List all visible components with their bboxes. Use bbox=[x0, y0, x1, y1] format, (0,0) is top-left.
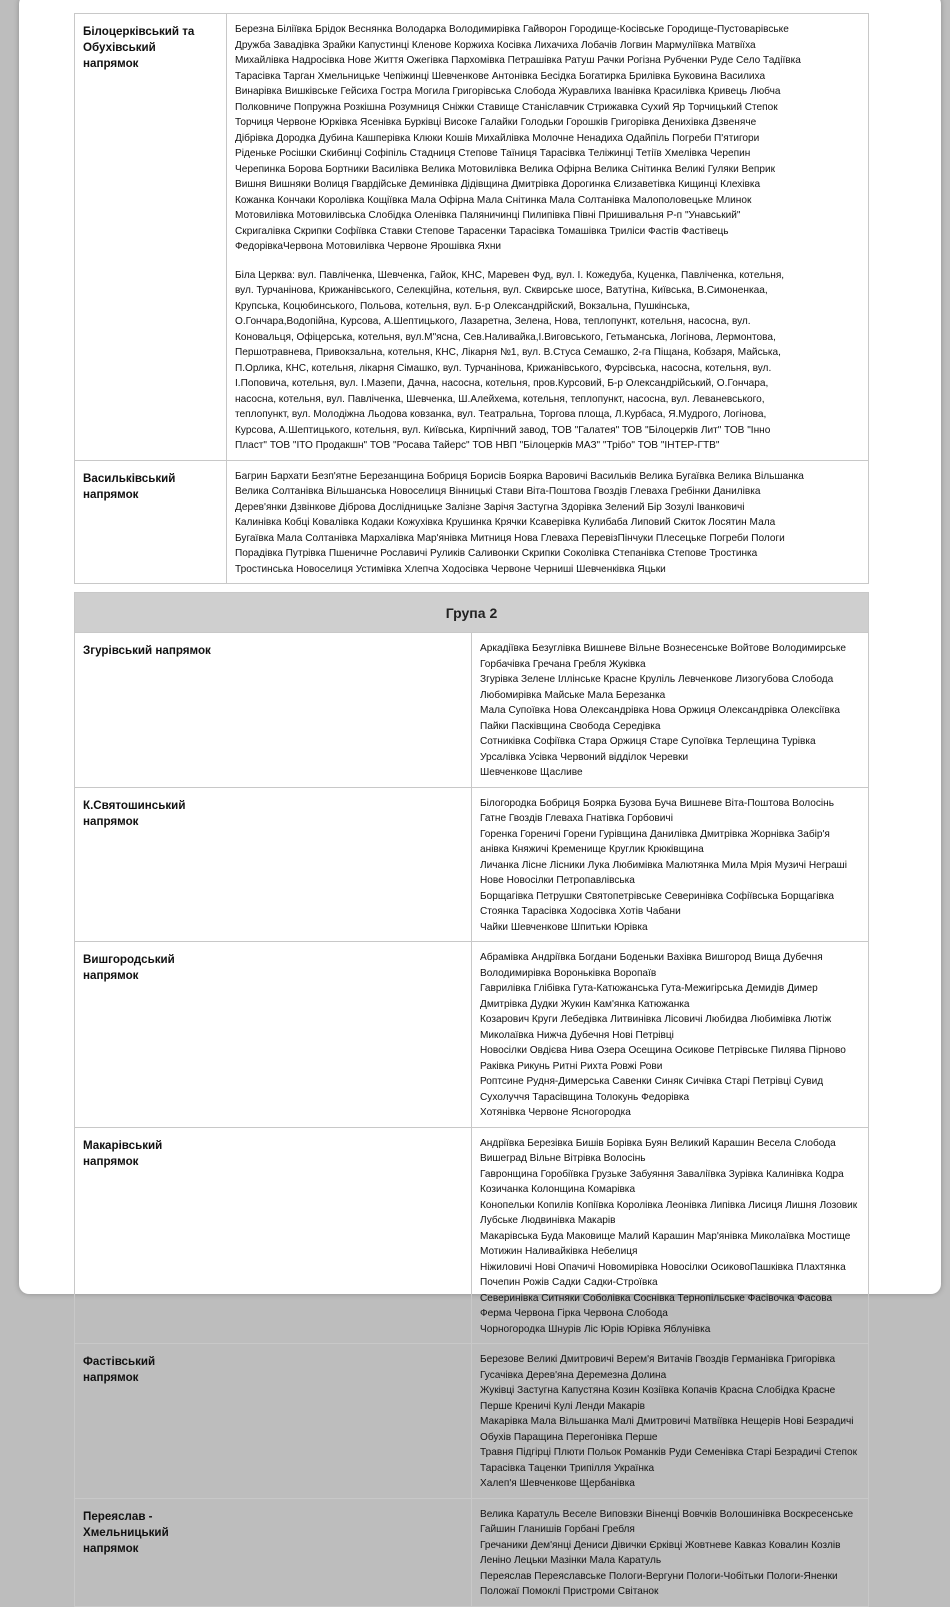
direction-cell bbox=[75, 1127, 472, 1344]
towns-list: Багрин Бархати Безп'ятне Березанщина Бобриця Борисів Боярка Варовичі Васильків Велика Бугаївка Велика Вільшанка Велика Солтанівка Вільшанська Новоселиця Вінницькі Стави Віта-Поштова Гвоздів Глеваха Гребінки Данилівка Дерев'янки Дзвінкове Діброва Дослідницьке Залізне Зарічя Застугна Здорівка Зелений Бір Зозулі Іванковичі Калинівка Кобці Ковалівка Кодаки Кожухівка Крушинка Крячки Ксаверівка Кулибаба Липовий Скиток Лосятин Мала Бугаївка Мала Солтанівка Мархалівка Мар'янівка Митниця Нова Глеваха ПеревізПінчуки Плесецьке Погреби Пологи Порадівка Путрівка Пшеничне Рославичі Руликів Саливонки Скрипки Соколівка Степанівка Степове Тростинка Тростинська Новоселиця Устимівка Хлепча Ходосівка Червоне Черниші Шевченківка Яцьки bbox=[235, 470, 804, 575]
group2-table bbox=[74, 592, 869, 1607]
towns-cell bbox=[472, 633, 869, 788]
towns-list-city: Біла Церква: вул. Павліченка, Шевченка, Гайок, КНС, Маревен Фуд, вул. І. Кожедуба, Куценка, Павліченка, котельня, вул. Турчанінова, Крижанівського, Селекційна, котельня, вул. Сквирське шосе, Ватутіна, Київська, В.Симоненкаа, Крупська, Коцюбинського, Польова, котельня, вул. Б-р Олександрійский, Вокзальна, Пушкінська, О.Гончара,Водопійна, Курсова, А.Шептицького, Лазаретна, Зелена, Нова, теплопункт, котельня, насосна, вул. Коновальця, Офіцерська, котельня, вул.М"ясна, Сев.Наливайка,І.Виговського, Гетьманська, Логінова, Лермонтова, Першотравнева, Привокзальна, котельня, КНС, Лікарня №1, вул. В.Стуса Семашко, 2-га Піщана, Кобзаря, Майська, П.Орлика, КНС, котельня, лікарня Сімашко, вул. Турчанінова, Крижанівського, Фурсівська, насосна, котельня, вул. І.Поповича, котельня, вул. І.Мазепи, Дачна, насосна, котельня, пров.Курсовий, Б-р Олександрійський, О.Гончара, насосна, котельня, вул. Павліченка, Шевченка, Ш.Алейхема, котельня, теплопункт, насосна, вул. Леваневського, теплопункт, вул. Молодіжна Льодова ковзанка, вул. Театральна, Торгова площа, Л.Курбаса, Я.Мудрого, Логінова, Курсова, А.Шептицького, котельня, вул. Київська, Кирпічний завод, ТОВ "Галатея" ТОВ "Білоцерків Лит" ТОВ "Інно Пласт" ТОВ "ІТО Продакшн" ТОВ "Росава Тайерс" ТОВ НВП "Білоцерків МАЗ" "Трібо" ТОВ "ІНТЕР-ГТВ" bbox=[235, 269, 785, 451]
direction-label: Білоцерківський та Обухівський напрямок bbox=[83, 25, 195, 70]
table-row bbox=[75, 14, 869, 461]
direction-cell bbox=[75, 460, 227, 584]
towns-list: Велика Каратуль Веселе Виповзки Віненці Вовчків Волошинівка Воскресенське Гайшин Гланишів Горбані Гребля Гречаники Дем'янці Дениси Дівички Єрківці Жовтневе Кавказ Ковалин Козлів Леніно Лецьки Мазінки Мала Каратуль Переяслав Переяславське Пологи-Вергуни Пологи-Чобітьки Пологи-Яненки Положаї Помоклі Пристроми Світанок bbox=[480, 1508, 854, 1597]
group-header-row bbox=[75, 593, 869, 633]
towns-list: Білогородка Бобриця Боярка Бузова Буча Вишневе Віта-Поштова Волосінь Гатне Гвоздів Глеваха Гнатівка Горбовичі Горенка Гореничі Горени Гурівщина Данилівка Дмитрівка Жорнівка Забір'я анівка Княжичі Кременище Круглик Крюківщина Личанка Лісне Лісники Лука Любимівка Малютянка Мила Мрія Музичі Неграші Нове Новосілки Петропавлівська Борщагівка Петрушки Святопетрівське Северинівка Софіївська Борщагівка Стоянка Тарасівка Ходосівка Хотів Чабани Чайки Шевченкове Шпитьки Юрівка bbox=[480, 797, 847, 933]
towns-list: Андріївка Березівка Бишів Борівка Буян Великий Карашин Весела Слобода Вишеград Вільне Вітрівка Волосінь Гавронщина Горобіївка Грузьке Забуяння Заваліївка Зурівка Калинівка Кодра Козичанка Колонщина Комарівка Конопельки Копилів Копіївка Королівка Леонівка Липівка Лисиця Лишня Лозовик Лубське Людвинівка Макарів Макарівська Буда Маковище Малий Карашин Мар'янівка Миколаївка Мостище Мотижин Наливайківка Небелиця Ніжиловичі Нові Опачичі Новомирівка Новосілки ОсиковоПашківка Плахтянка Почепин Рожів Садки Садки-Строївка Северинівка Ситняки Соболівка Соснівка Тернопільське Фасівочка Фасова Ферма Червона Гірка Червона Слобода Чорногородка Шнурів Ліс Юрів Юрівка Яблунівка bbox=[480, 1137, 858, 1335]
direction-cell bbox=[75, 942, 472, 1128]
direction-cell bbox=[75, 1344, 472, 1499]
towns-list: Аркадіївка Безуглівка Вишневе Вільне Вознесенське Войтове Володимирське Горбачівка Гречана Гребля Жуківка Згурівка Зелене Іллінське Красне Круліль Левченкове Лизогубова Слобода Любомирівка Майське Мала Березанка Мала Супоївка Нова Олександрівка Нова Оржиця Олександрівка Олексіївка Пайки Пасківщина Свобода Середівка Сотниківка Софіївка Стара Оржиця Старе Супоївка Терлещина Турівка Урсалівка Усівка Червоний відділок Черевки Шевченкове Щасливе bbox=[480, 643, 846, 778]
towns-cell bbox=[472, 1344, 869, 1499]
group-title: Група 2 bbox=[75, 593, 869, 633]
towns-cell bbox=[227, 14, 869, 461]
table-row bbox=[75, 1127, 869, 1344]
table-row bbox=[75, 787, 869, 942]
direction-label: Макарівський напрямок bbox=[83, 1138, 163, 1168]
table-row bbox=[75, 633, 869, 788]
towns-cell bbox=[472, 942, 869, 1128]
table-row bbox=[75, 1498, 869, 1606]
direction-label: Васильківський напрямок bbox=[83, 471, 176, 501]
direction-label: К.Святошинський напрямок bbox=[83, 798, 186, 828]
document-page bbox=[19, 0, 941, 1597]
towns-cell bbox=[472, 787, 869, 942]
direction-cell bbox=[75, 633, 472, 788]
direction-cell bbox=[75, 14, 227, 461]
towns-list: Березове Великі Дмитровичі Верем'я Витачів Гвоздів Германівка Григорівка Гусачівка Дерев'яна Деремезна Долина Жуківці Застугна Капустяна Козин Козіївка Копачів Красна Слобідка Красне Перше Креничі Кулі Ленди Макарів Макарівка Мала Вільшанка Малі Дмитровичі Матвіївка Нещерів Нові Безрадичі Обухів Паращина Перегонівка Перше Травня Підгірці Плюти Польок Романків Руди Семенівка Старі Безрадичі Степок Тарасівка Таценки Трипілля Українка Халеп'я Шевченкове Щербанівка bbox=[480, 1354, 857, 1489]
table-row bbox=[75, 942, 869, 1128]
table-row bbox=[75, 460, 869, 584]
towns-cell bbox=[472, 1498, 869, 1606]
towns-cell bbox=[472, 1127, 869, 1344]
direction-label: Переяслав - Хмельницький напрямок bbox=[83, 1509, 169, 1555]
table-row bbox=[75, 1344, 869, 1499]
towns-cell bbox=[227, 460, 869, 584]
direction-cell bbox=[75, 787, 472, 942]
towns-list: Абрамівка Андріївка Богдани Боденьки Вахівка Вишгород Вища Дубечня Володимирівка Вороньківка Воропаїв Гаврилівка Глібівка Гута-Катюжанська Гута-Межигірська Демидів Димер Дмитрівка Дудки Жукин Кам'янка Катюжанка Козарович Круги Лебедівка Литвинівка Лісовичі Любидва Любимівка Лютіж Миколаївка Нижча Дубечня Нові Петрівці Новосілки Овдієва Нива Озера Осещина Осикове Петрівське Пилява Пірново Раківка Рикунь Ритні Рихта Ровжі Рови Роптсине Рудня-Димерська Савенки Синяк Сичівка Старі Петрівці Сувид Сухолуччя Тарасівщина Толокунь Федорівка Хотянівка Червоне Ясногородка bbox=[480, 952, 846, 1118]
direction-label: Вишгородський напрямок bbox=[83, 953, 175, 982]
direction-cell bbox=[75, 1498, 472, 1606]
direction-label: Згурівський напрямок bbox=[83, 644, 211, 657]
group1-table bbox=[74, 13, 869, 584]
direction-label: Фастівський напрямок bbox=[83, 1355, 156, 1384]
towns-list: Березна Біліївка Брідок Веснянка Володарка Володимирівка Гайворон Городище-Косівське Городище-Пустоварівське Дружба Завадівка Зрайки Капустинці Кленове Коржиха Косівка Лихачиха Лобачів Логвин Мармуліївка Матвіїха Михайлівка Надросівка Нове Життя Ожегівка Пархомівка Петрашівка Ратуш Рачки Рогізна Рубченки Руде Село Тадіївка Тарасівка Тарган Хмельницьке Чепіжинці Шевченкове Антонівка Бесідка Богатирка Брилівка Буковина Василиха Винарівка Вишківське Гейсиха Гостра Могила Григорівська Слобода Журавлиха Іванівка Красилівка Кривець Любча Полковниче Попружна Розкішна Розумниця Сніжки Ставище Станіславчик Стрижавка Сухий Яр Торчицький Степок Торчиця Червоне Юрківка Ясенівка Бурківці Високе Галайки Голодьки Горошків Григорівка Денихівка Дзвеняче Дібрівка Дородка Дубина Кашперівка Клюки Кошів Михайлівка Молочне Ненадиха Одайпіль Погреби П'ятигори Ріденьке Росішки Скибинці Софіпіль Стадниця Степове Таїниця Тарасівка Теліжинці Тетіїв Хмелівка Черепин Черепинка Борова Бортники Василівка Велика Мотовилівка Велика Офірна Велика Снітинка Великі Гуляки Веприк Вишня Вишняки Волиця Гвардійське Деминівка Дідівщина Дмитрівка Дорогинка Єлизаветівка Кищинці Клехівка Кожанка Кончаки Королівка Кощіївка Мала Офірна Мала Снітинка Мала Солтанівка Малополовецьке Млинок Мотовилівка Мотовилівська Слобідка Оленівка Паляничинці Пилипівка Півні Пришивальня Р-п "Унавський" Скригалівка Скрипки Софіївка Ставки Степове Тарасенки Тарасівка Томашівка Триліси Фастів Фастівець ФедорівкаЧервона Мотовилівка Червоне Ярошівка Яхни bbox=[235, 24, 801, 252]
